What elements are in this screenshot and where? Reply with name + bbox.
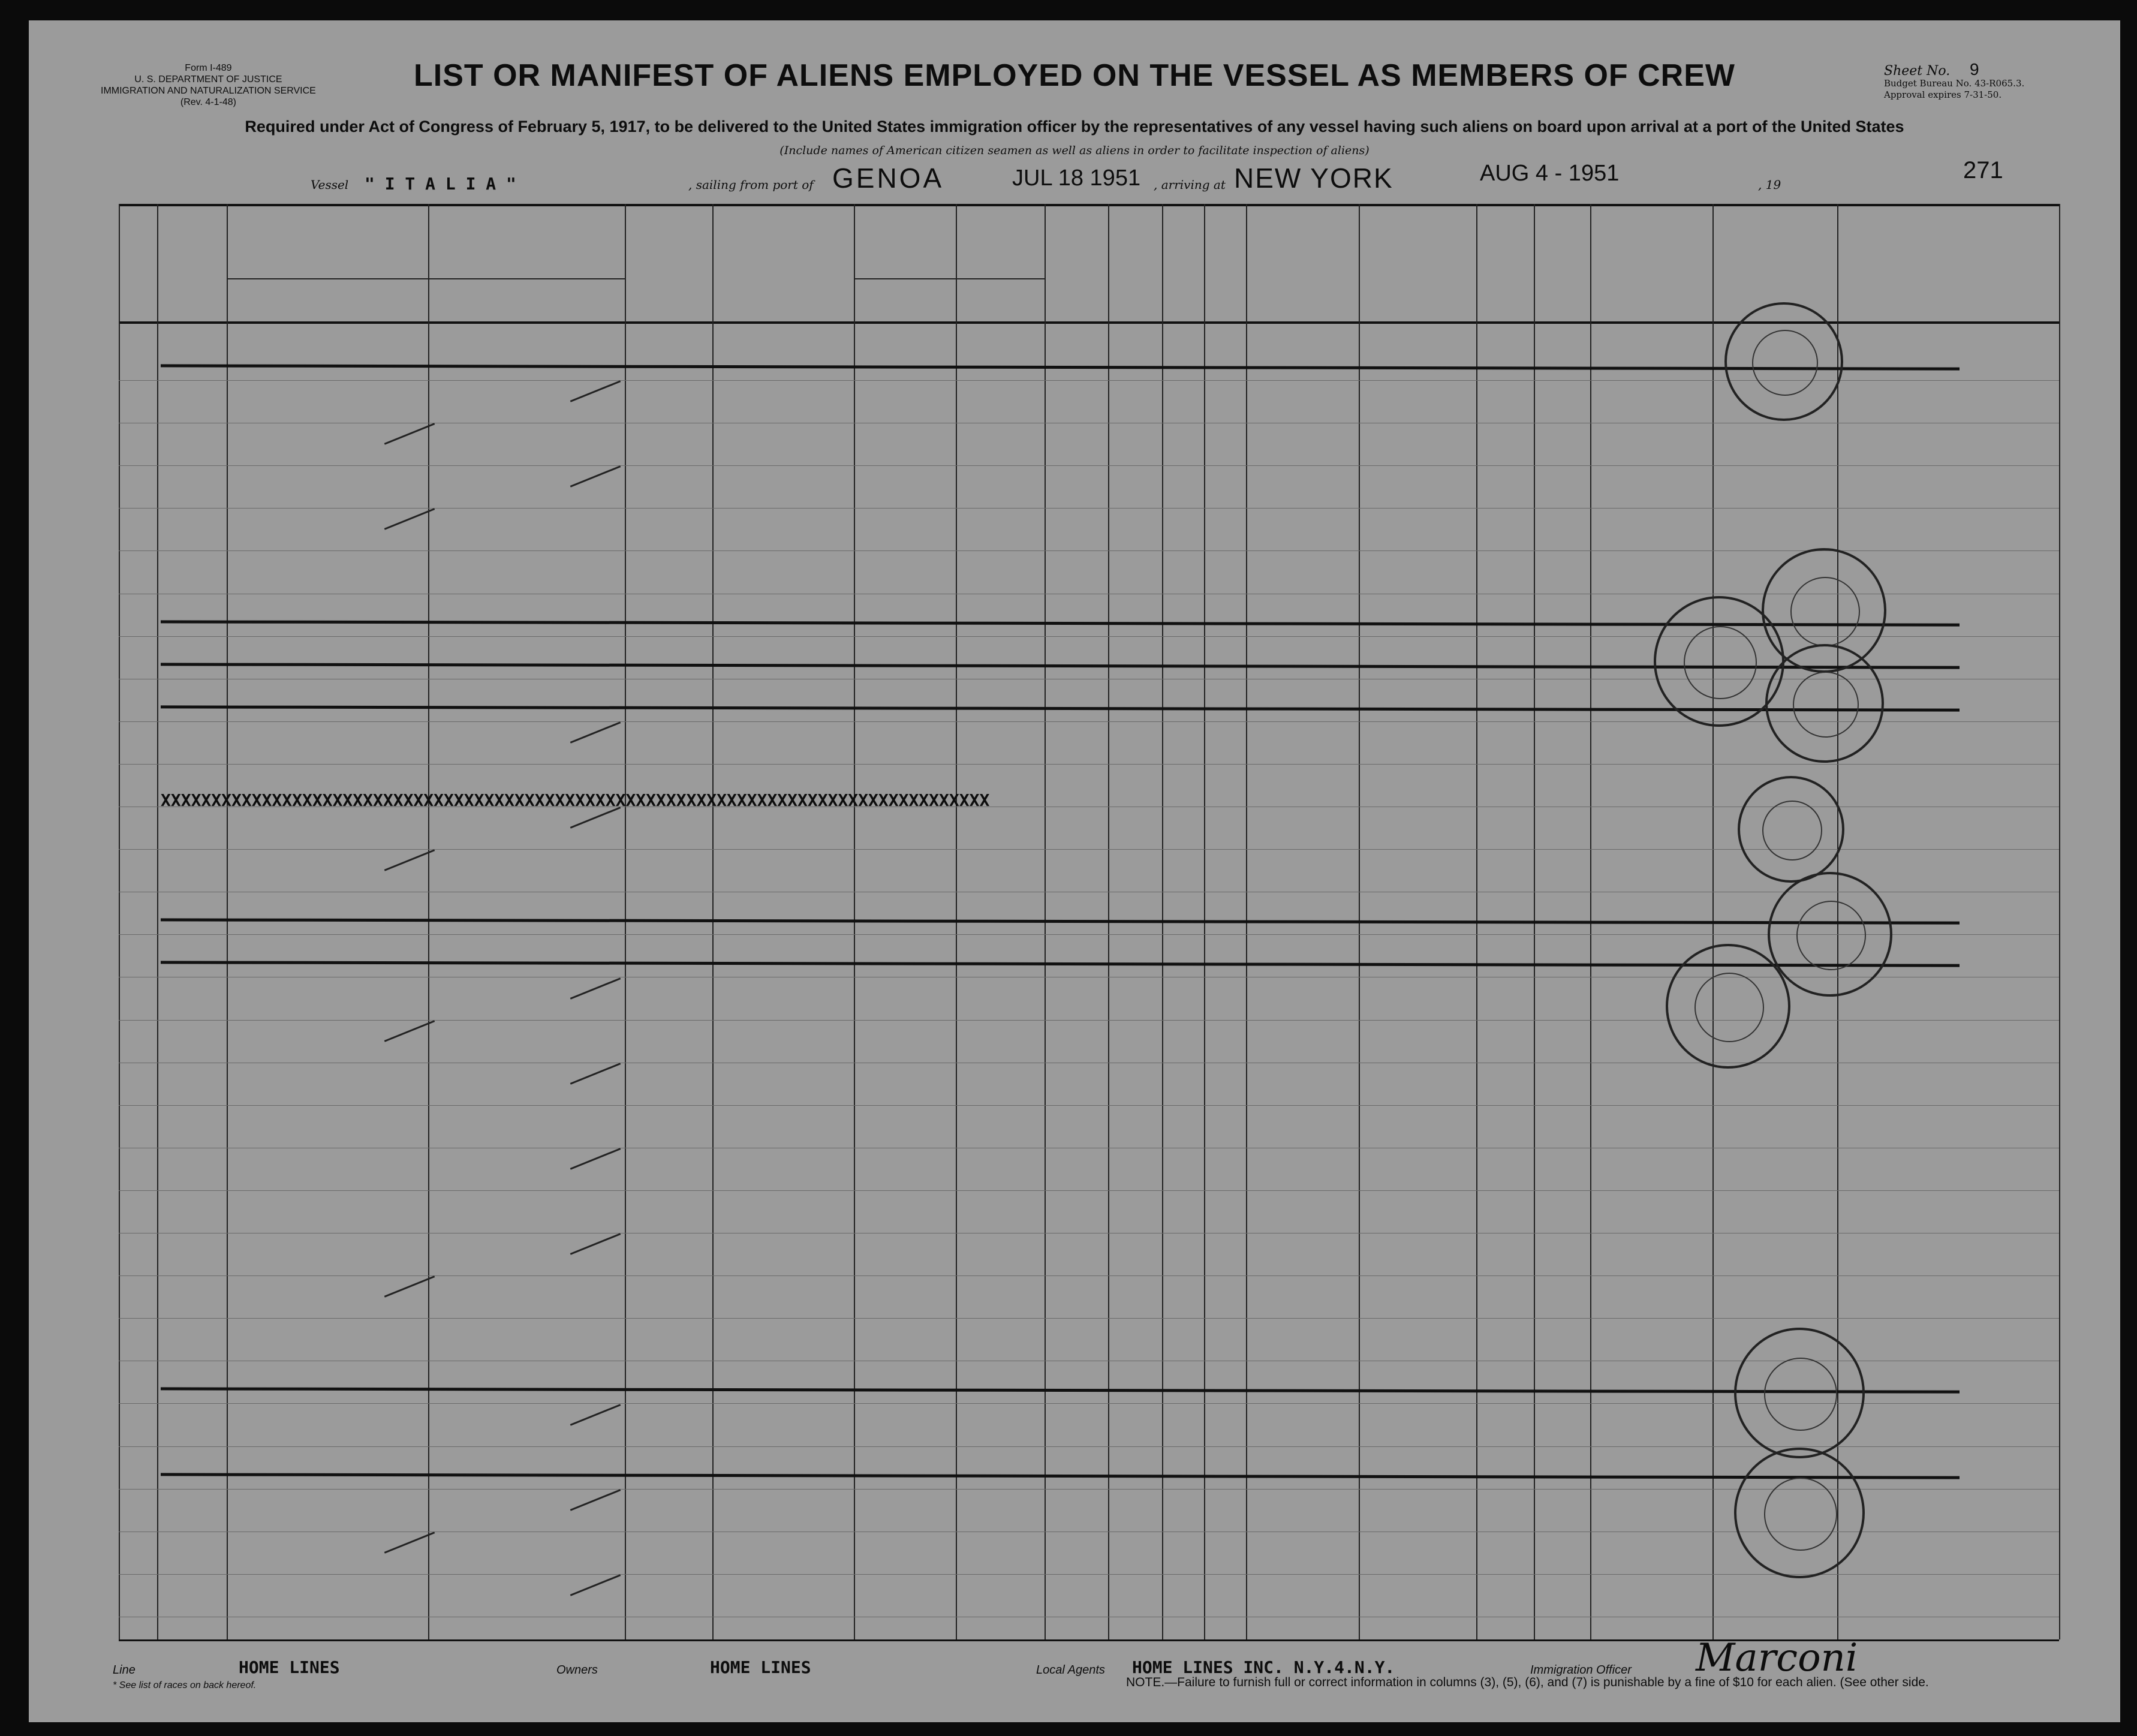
check-mark [384, 1532, 435, 1553]
year-label: , 19 [1758, 177, 1781, 192]
vessel-name: " I T A L I A " [365, 174, 516, 194]
check-mark [384, 849, 435, 871]
stamp-seal-icon [1752, 330, 1818, 396]
stamp-seal-icon [1790, 577, 1860, 646]
row-rule [119, 1105, 2059, 1106]
check-mark [570, 1148, 621, 1169]
name-subheader-rule [227, 278, 625, 279]
check-mark [384, 1275, 435, 1297]
page-title: LIST OR MANIFEST OF ALIENS EMPLOYED ON THE VESSEL AS MEMBERS OF CREW [414, 58, 1735, 93]
form-service: IMMIGRATION AND NATURALIZATION SERVICE [101, 86, 316, 96]
handwritten-number: 271 [1963, 157, 2003, 183]
row-rule [119, 550, 2059, 551]
check-mark [570, 380, 621, 402]
manifest-sheet [29, 20, 2120, 1722]
consulate-stamp [1724, 302, 1843, 421]
table-top-rule [119, 204, 2059, 206]
sheet-number-label: Sheet No. [1884, 64, 1951, 79]
column-rule [157, 204, 158, 1639]
row-rule [119, 508, 2059, 509]
row-strikethrough [161, 1388, 1960, 1394]
stamp-seal-icon [1764, 1478, 1837, 1551]
column-rule [2059, 204, 2060, 1639]
row-rule [119, 465, 2059, 466]
check-mark [570, 1574, 621, 1596]
officer-signature: Marconi [1696, 1636, 1858, 1680]
check-mark [570, 1233, 621, 1254]
cancelled-row-mark: XXXXXXXXXXXXXXXXXXXXXXXXXXXXXXXXXXXXXXXXXXXXXXXXXXXXXXXXXXXXXXXXXXXXXXXXXXXXXXXXXX [161, 790, 990, 810]
check-mark [570, 721, 621, 743]
agents-label: Local Agents [1036, 1663, 1105, 1677]
check-mark [384, 509, 435, 530]
row-rule [119, 764, 2059, 765]
consulate-stamp [1738, 776, 1844, 883]
check-mark [570, 977, 621, 999]
check-mark [384, 423, 435, 444]
stamp-seal-icon [1684, 626, 1757, 699]
row-strikethrough [161, 919, 1960, 925]
stamp-seal-icon [1796, 901, 1866, 970]
row-rule [119, 1574, 2059, 1575]
arrival-port: NEW YORK [1234, 163, 1393, 194]
page-subtitle: Required under Act of Congress of February 5, 1917, to be delivered to the United States immigration officer by the representatives of any vessel having such aliens on board upon arrival at a port of the United States [245, 118, 1904, 136]
officer-label: Immigration Officer [1530, 1663, 1632, 1677]
owners-value: HOME LINES [710, 1657, 811, 1677]
row-rule [119, 1318, 2059, 1319]
check-mark [570, 466, 621, 488]
line-label: Line [113, 1663, 136, 1677]
owners-label: Owners [556, 1663, 598, 1677]
check-mark [570, 1489, 621, 1511]
row-strikethrough [161, 1473, 1960, 1479]
agents-value: HOME LINES INC. N.Y.4.N.Y. [1132, 1657, 1395, 1677]
check-mark [570, 1404, 621, 1425]
consulate-stamp [1666, 944, 1790, 1069]
check-mark [570, 1063, 621, 1084]
stamp-seal-icon [1793, 672, 1859, 738]
sailing-date: JUL 18 1951 [1012, 166, 1141, 191]
sailing-label: , sailing from port of [688, 177, 814, 192]
stamp-seal-icon [1694, 973, 1764, 1042]
arriving-label: , arriving at [1154, 177, 1226, 192]
sheet-number: 9 [1970, 60, 1979, 79]
column-rule [227, 204, 228, 1639]
form-number: Form I-489 [185, 63, 232, 73]
stamp-seal-icon [1762, 801, 1822, 860]
line-value: HOME LINES [239, 1657, 340, 1677]
page-subnote: (Include names of American citizen seamen as well as aliens in order to facilitate inspection of aliens) [779, 144, 1370, 157]
vessel-label: Vessel [311, 177, 349, 192]
column-rule [119, 204, 120, 1639]
form-department: U. S. DEPARTMENT OF JUSTICE [134, 74, 282, 85]
row-rule [119, 1275, 2059, 1276]
row-strikethrough [161, 364, 1960, 370]
stamp-seal-icon [1764, 1358, 1837, 1431]
row-rule [119, 1190, 2059, 1191]
penalty-note: NOTE.—Failure to furnish full or correct information in columns (3), (5), (6), and (7) is punishable by a fine of $10 for each alien. (See other side. [1126, 1675, 1929, 1689]
approval-expiry: Approval expires 7-31-50. [1884, 89, 2002, 100]
consulate-stamp [1768, 872, 1892, 997]
budget-bureau: Budget Bureau No. 43-R065.3. [1884, 78, 2025, 89]
races-footnote: * See list of races on back hereof. [113, 1680, 257, 1690]
consulate-stamp [1734, 1328, 1865, 1458]
form-revision: (Rev. 4-1-48) [180, 97, 236, 107]
check-mark [384, 1020, 435, 1042]
consulate-stamp [1734, 1448, 1865, 1578]
shipped-subheader-rule [854, 278, 1045, 279]
arrival-date: AUG 4 - 1951 [1480, 161, 1620, 186]
sailing-port: GENOA [832, 163, 944, 194]
consulate-stamp [1765, 644, 1884, 763]
